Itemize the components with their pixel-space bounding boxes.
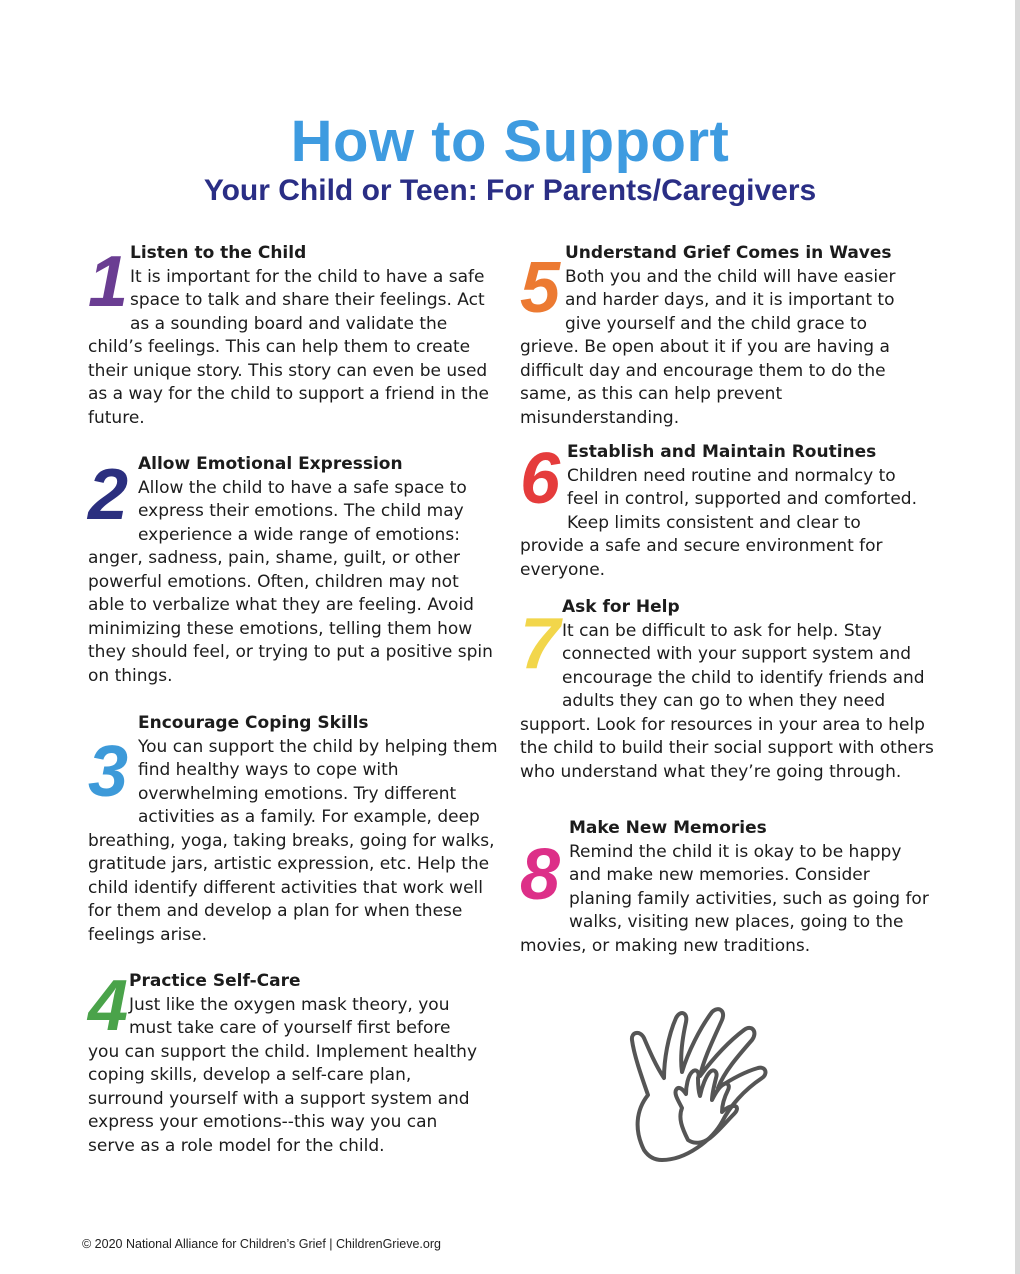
tip-heading-3: Encourage Coping Skills bbox=[138, 713, 369, 733]
tip-body-4: Just like the oxygen mask theory, you must take care of yourself first before you can support the child. Implement healthy coping skills, develop a self-care plan, surround yourself with a support system and express your emotions--this way you can serve as a role model for the child. bbox=[88, 994, 478, 1156]
tip-heading-1: Listen to the Child bbox=[130, 243, 307, 263]
numeral-spacer bbox=[88, 266, 130, 336]
tip-5 bbox=[520, 242, 925, 430]
tip-number-3: 3 bbox=[88, 732, 129, 812]
tip-heading-7: Ask for Help bbox=[562, 597, 680, 617]
tip-body-7: It can be difficult to ask for help. Stay connected with your support system and encourage the child to identify friends and adults they can go to when they need support. Look for resources in your area to help the child to build their social support with others who understand what they’re going through. bbox=[520, 620, 934, 782]
tip-7 bbox=[520, 596, 935, 784]
tip-body-5: Both you and the child will have easier and harder days, and it is important to give yourself and the child grace to grieve. Be open about it if you are having a difficult day and encourage them to do the same, as this can help prevent misunderstanding. bbox=[520, 266, 896, 428]
tip-8 bbox=[520, 817, 932, 958]
tip-heading-4: Practice Self-Care bbox=[129, 971, 301, 991]
tip-3 bbox=[88, 712, 503, 947]
tip-body-1: It is important for the child to have a safe space to talk and share their feelings. Act as a sounding board and validate the child’s feelings. This can help them to create their unique story. This story can even be used as a way for the child to support a friend in the future. bbox=[88, 266, 490, 428]
page-subtitle: Your Child or Teen: For Parents/Caregivers bbox=[203, 174, 817, 207]
page-title: How to Support bbox=[290, 109, 730, 174]
tip-number-7: 7 bbox=[520, 604, 561, 684]
tip-body-2: Allow the child to have a safe space to express their emotions. The child may experience a wide range of emotions: anger, sadness, pain, shame, guilt, or other powerful emotions. Often, children may not able to verbalize what they are feeling. Avoid minimizing these emotions, telling them how they should feel, or trying to put a positive spin on things. bbox=[88, 477, 493, 686]
tip-heading-6: Establish and Maintain Routines bbox=[567, 442, 877, 462]
tip-heading-5: Understand Grief Comes in Waves bbox=[565, 243, 892, 263]
tip-number-4: 4 bbox=[88, 966, 129, 1046]
footer-text: © 2020 National Alliance for Children’s Grief | ChildrenGrieve.org bbox=[82, 1237, 441, 1251]
tip-4 bbox=[88, 966, 478, 1158]
tip-number-1: 1 bbox=[88, 242, 129, 322]
tip-2 bbox=[88, 453, 500, 688]
tip-6 bbox=[520, 441, 930, 582]
tip-body-6: Children need routine and normalcy to feel in control, supported and comforted. Keep limits consistent and clear to provide a safe and secure environment for everyone. bbox=[520, 465, 917, 580]
tip-heading-2: Allow Emotional Expression bbox=[138, 454, 403, 474]
tip-body-8: Remind the child it is okay to be happy and make new memories. Consider planing family activities, such as going for walks, visiting new places, going to the movies, or making new traditions. bbox=[520, 841, 929, 956]
tip-heading-8: Make New Memories bbox=[569, 818, 767, 838]
tip-number-2: 2 bbox=[88, 455, 129, 535]
tip-body-3: You can support the child by helping them find healthy ways to cope with overwhelming emotions. Try different activities as a family. For example, deep breathing, yoga, taking breaks, going for walks, gratitude jars, artistic expression, etc. Help the child identify different activities that work well for them and develop a plan for when these feelings arise. bbox=[88, 736, 498, 945]
tip-number-8: 8 bbox=[520, 835, 561, 915]
tip-number-5: 5 bbox=[520, 248, 561, 328]
hands-icon bbox=[626, 1000, 796, 1165]
tip-1 bbox=[88, 242, 500, 430]
tip-number-6: 6 bbox=[520, 439, 561, 519]
